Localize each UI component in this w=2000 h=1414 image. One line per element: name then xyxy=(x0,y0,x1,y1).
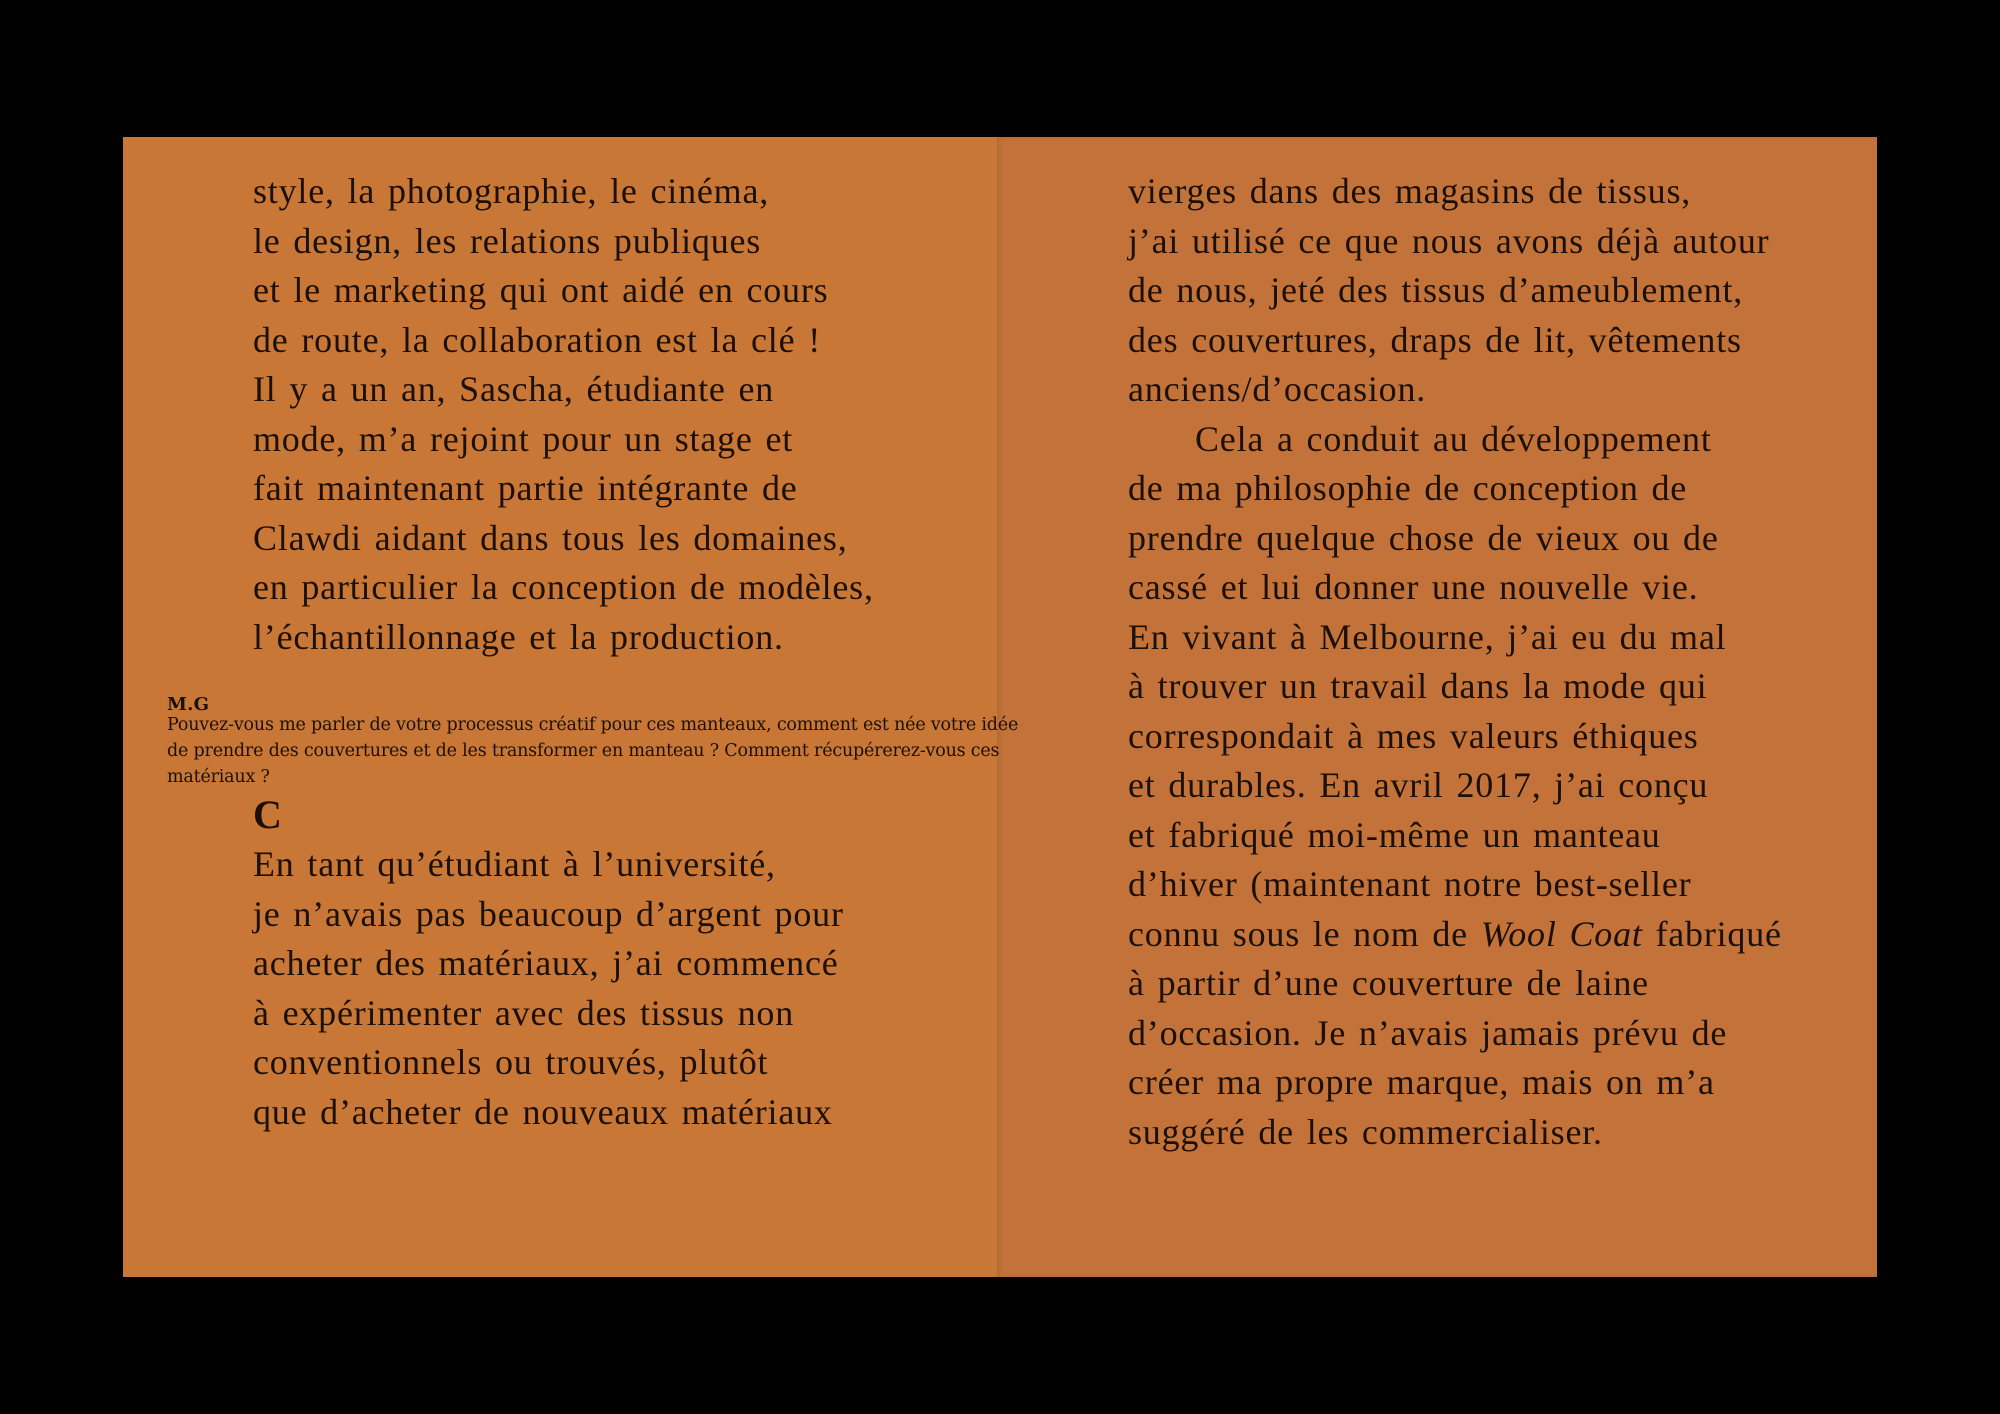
text-segment: fabriqué xyxy=(1642,913,1782,954)
text-line: suggéré de les commercialiser. xyxy=(1128,1111,1603,1152)
text-line: de nous, jeté des tissus d’ameublement, xyxy=(1128,270,1744,310)
text-line: des couvertures, draps de lit, vêtements xyxy=(1128,319,1742,360)
text-line: d’occasion. Je n’avais jamais prévu de xyxy=(1128,1012,1728,1053)
text-line: de prendre des couvertures et de les transformer en manteau ? Comment récupérerez-vous ces xyxy=(167,741,1000,761)
answer-heading: C xyxy=(253,792,282,837)
text-line: style, la photographie, le cinéma, xyxy=(253,171,770,211)
italic-text: Wool Coat xyxy=(1480,913,1643,954)
text-line: et fabriqué moi-même un manteau xyxy=(1128,814,1661,855)
text-line: à partir d’une couverture de laine xyxy=(1128,963,1649,1003)
text-line: acheter des matériaux, j’ai commencé xyxy=(253,943,839,983)
text-line: cassé et lui donner une nouvelle vie. xyxy=(1128,567,1699,607)
text-line: de ma philosophie de conception de xyxy=(1128,468,1688,508)
interviewer-question xyxy=(167,712,1018,790)
text-line: Cela a conduit au développement xyxy=(1195,418,1712,459)
text-line: Il y a un an, Sascha, étudiante en xyxy=(253,369,775,409)
text-line: que d’acheter de nouveaux matériaux xyxy=(253,1091,833,1132)
text-line: fait maintenant partie intégrante de xyxy=(253,468,798,508)
left-page-paragraph-2 xyxy=(253,840,844,1137)
text-line: Clawdi aidant dans tous les domaines, xyxy=(253,517,848,558)
interviewer-initials-label: M.G xyxy=(167,694,210,715)
text-line: de route, la collaboration est la clé ! xyxy=(253,319,821,360)
text-line: prendre quelque chose de vieux ou de xyxy=(1128,517,1719,558)
right-page-paragraph xyxy=(1128,167,1782,1157)
text-line: En tant qu’étudiant à l’université, xyxy=(253,844,776,884)
text-line: En vivant à Melbourne, j’ai eu du mal xyxy=(1128,616,1727,657)
text-line: en particulier la conception de modèles, xyxy=(253,567,874,607)
text-line: vierges dans des magasins de tissus, xyxy=(1128,171,1692,211)
text-line: matériaux ? xyxy=(167,767,270,787)
text-line: créer ma propre marque, mais on m’a xyxy=(1128,1062,1715,1102)
text-line xyxy=(1128,910,1782,960)
text-line: conventionnels ou trouvés, plutôt xyxy=(253,1042,769,1082)
text-line: mode, m’a rejoint pour un stage et xyxy=(253,418,794,459)
left-page-paragraph-1 xyxy=(253,167,874,662)
text-line: et le marketing qui ont aidé en cours xyxy=(253,270,829,310)
text-line: j’ai utilisé ce que nous avons déjà autour xyxy=(1128,220,1770,261)
text-line: et durables. En avril 2017, j’ai conçu xyxy=(1128,765,1709,805)
text-line: à expérimenter avec des tissus non xyxy=(253,992,795,1033)
text-line: anciens/d’occasion. xyxy=(1128,369,1427,409)
text-line: je n’avais pas beaucoup d’argent pour xyxy=(253,893,844,934)
text-line: à trouver un travail dans la mode qui xyxy=(1128,666,1708,706)
text-line: le design, les relations publiques xyxy=(253,220,762,261)
text-line: Pouvez-vous me parler de votre processus créatif pour ces manteaux, comment est née votre idée xyxy=(167,715,1019,735)
text-line: correspondait à mes valeurs éthiques xyxy=(1128,715,1699,756)
magazine-spread xyxy=(123,137,1877,1277)
text-line: d’hiver (maintenant notre best-seller xyxy=(1128,864,1692,904)
text-line: l’échantillonnage et la production. xyxy=(253,616,784,657)
text-segment: connu sous le nom de xyxy=(1128,913,1481,954)
